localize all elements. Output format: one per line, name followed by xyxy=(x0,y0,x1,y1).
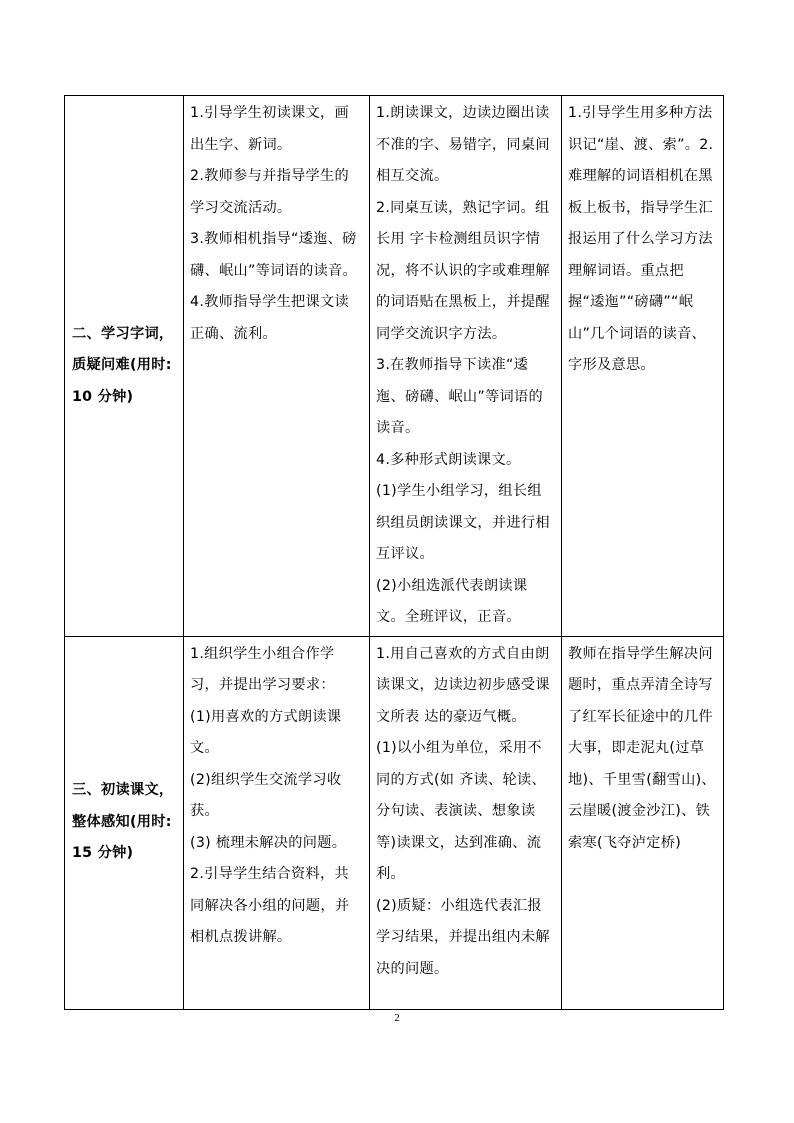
teacher-activity-item: 2.教师参与并指导学生的学习交流活动。 xyxy=(190,168,350,216)
page-number: 2 xyxy=(394,1012,400,1024)
student-activity-item: 4.多种形式朗读课文。 xyxy=(376,451,521,468)
table-row xyxy=(65,636,724,1009)
teacher-activity-item: (1)用喜欢的方式朗读课文。 xyxy=(190,708,342,756)
student-activity-item: (2)小组选派代表朗读课文。全班评议，正音。 xyxy=(376,577,528,625)
design-intent-item: 1.引导学生用多种方法识记“崖、渡、索”。2.难理解的词语相机在黑板上板书，指导学生汇报运用了什么学习方法理解词语。重点把握“逶迤”“磅礴”“岷山”几个词语的读音、字形及意思。 xyxy=(568,105,714,373)
teacher-activity-item: 4.教师指导学生把课文读正确、流利。 xyxy=(190,294,350,342)
teacher-activity-item: (3) 梳理未解决的问题。 xyxy=(190,834,347,851)
teacher-activity-item: 2.引导学生结合资料，共同解决各小组的问题，并相机点拨讲解。 xyxy=(190,866,350,945)
table-row xyxy=(65,96,724,637)
teacher-activity-item: 1.组织学生小组合作学习，并提出学习要求： xyxy=(190,645,335,693)
student-activity-item: (1)以小组为单位，采用不同的方式(如 齐读、轮读、分句读、表演读、想象读等)读课文，达到准确、流利。 xyxy=(376,740,547,882)
student-activity-cell xyxy=(370,96,562,637)
student-activity-item: (1)学生小组学习，组长组织组员朗读课文，并进行相互评议。 xyxy=(376,483,550,562)
teacher-activity-item: 3.教师相机指导“逶迤、磅礴、岷山”等词语的读音。 xyxy=(190,231,358,279)
design-intent-item: 教师在指导学生解决问题时，重点弄清全诗写了红军长征途中的几件大事，即走泥丸(过草地)、千里雪(翻雪山)、云崖暖(渡金沙江)、铁索寒(飞夺泸定桥) xyxy=(568,645,716,851)
student-activity-cell xyxy=(370,636,562,1009)
teacher-activity-cell xyxy=(184,96,370,637)
student-activity-item: (2)质疑：小组选代表汇报学习结果，并提出组内未解决的问题。 xyxy=(376,897,550,977)
design-intent-cell xyxy=(562,636,724,1009)
student-activity-item: 2.同桌互读，熟记字词。组长用 字卡检测组员识字情况，将不认识的字或难理解的词语贴在黑板上，并提醒同学交流识字方法。 xyxy=(376,199,550,342)
student-activity-item: 1.用自己喜欢的方式自由朗读课文，边读边初步感受课文所表 达的豪迈气概。 xyxy=(376,645,550,725)
student-activity-item: 1.朗读课文，边读边圈出读不准的字、易错字，同桌间相互交流。 xyxy=(376,105,550,184)
teacher-activity-cell xyxy=(184,636,370,1009)
design-intent-cell xyxy=(562,96,724,637)
stage-cell: 二、学习字词，质疑问难(用时: 10 分钟) xyxy=(65,96,184,637)
student-activity-item: 3.在教师指导下读准“逶迤、磅礴、岷山”等词语的读音。 xyxy=(376,357,544,436)
stage-cell: 三、初读课文，整体感知(用时: 15 分钟) xyxy=(65,636,184,1009)
teacher-activity-item: (2)组织学生交流学习收获。 xyxy=(190,771,342,819)
teacher-activity-item: 1.引导学生初读课文，画出生字、新词。 xyxy=(190,105,350,153)
lesson-plan-table xyxy=(64,95,724,1010)
